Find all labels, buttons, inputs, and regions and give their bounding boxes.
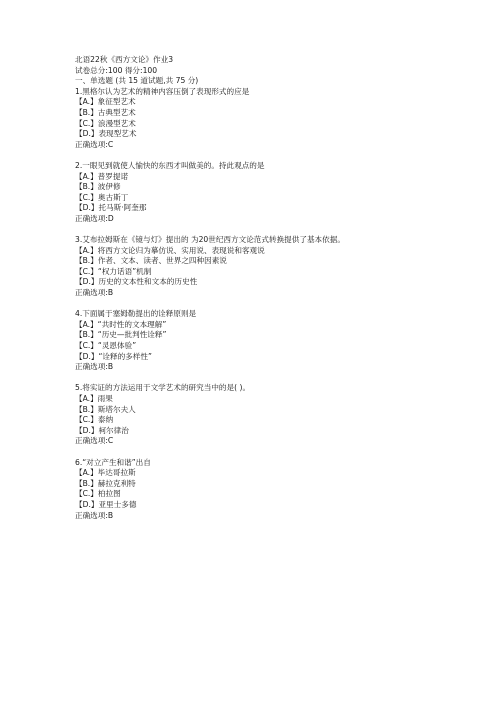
option-c: 【C.】“灵恩体验” bbox=[75, 341, 137, 351]
question-text: 4.下面属于塞姆勒提出的诠释原则是 bbox=[75, 309, 197, 319]
option-c: 【C.】泰纳 bbox=[75, 415, 114, 425]
option-c: 【C.】浪漫型艺术 bbox=[75, 118, 136, 128]
option-b: 【B.】赫拉克利特 bbox=[75, 478, 136, 488]
option-b: 【B.】作者、文本、读者、世界之四种因素说 bbox=[75, 256, 227, 266]
option-a: 【A.】将西方文论归为摹仿说、实用说、表现说和客观说 bbox=[75, 245, 265, 255]
option-b: 【B.】波伊修 bbox=[75, 182, 121, 192]
question-5 bbox=[75, 383, 485, 447]
question-text: 5.将实证的方法运用于文学艺术的研究当中的是( )。 bbox=[75, 383, 251, 393]
option-d: 【D.】表现型艺术 bbox=[75, 129, 137, 139]
question-6 bbox=[75, 458, 485, 522]
question-4 bbox=[75, 309, 485, 373]
option-d: 【D.】托马斯·阿奎那 bbox=[75, 203, 147, 213]
question-1 bbox=[75, 87, 485, 151]
question-2 bbox=[75, 161, 485, 225]
document-title: 北语22秋《西方文论》作业3 bbox=[75, 55, 174, 64]
option-a: 【A.】普罗提诺 bbox=[75, 171, 129, 181]
option-d: 【D.】历史的文本性和文本的历史性 bbox=[75, 277, 198, 287]
option-b: 【B.】“历史—批判性诠释” bbox=[75, 330, 167, 340]
correct-answer: 正确选项:B bbox=[75, 362, 114, 372]
score-line: 试卷总分:100 得分:100 bbox=[75, 65, 158, 75]
correct-answer: 正确选项:C bbox=[75, 139, 114, 149]
correct-answer: 正确选项:C bbox=[75, 436, 114, 446]
document-page bbox=[75, 55, 485, 532]
option-d: 【D.】柯尔律治 bbox=[75, 425, 129, 435]
correct-answer: 正确选项:B bbox=[75, 288, 114, 298]
question-text: 1.黑格尔认为艺术的精神内容压倒了表现形式的应是 bbox=[75, 86, 250, 96]
option-a: 【A.】“共时性的文本理解” bbox=[75, 319, 167, 329]
option-a: 【A.】毕达哥拉斯 bbox=[75, 468, 136, 478]
option-c: 【C.】“权力话语”机制 bbox=[75, 266, 152, 276]
option-a: 【A.】象征型艺术 bbox=[75, 97, 136, 107]
correct-answer: 正确选项:B bbox=[75, 510, 114, 520]
option-a: 【A.】雨果 bbox=[75, 394, 113, 403]
section-heading: 一、单选题 (共 15 道试题,共 75 分) bbox=[75, 76, 199, 86]
question-text: 3.艾布拉姆斯在《镜与灯》提出的 为20世纪西方文论范式转换提供了基本依据。 bbox=[75, 235, 345, 245]
option-b: 【B.】斯塔尔夫人 bbox=[75, 404, 136, 414]
question-3 bbox=[75, 235, 485, 299]
option-c: 【C.】奥古斯丁 bbox=[75, 192, 129, 202]
question-text: 6.“对立产生和谐”出自 bbox=[75, 457, 151, 467]
option-d: 【D.】亚里士多德 bbox=[75, 499, 137, 509]
correct-answer: 正确选项:D bbox=[75, 213, 114, 223]
option-c: 【C.】柏拉图 bbox=[75, 489, 121, 499]
option-d: 【D.】“诠释的多样性” bbox=[75, 351, 152, 361]
question-text: 2.一眼见到就使人愉快的东西才叫做美的。持此观点的是 bbox=[75, 160, 265, 170]
option-b: 【B.】古典型艺术 bbox=[75, 107, 136, 117]
